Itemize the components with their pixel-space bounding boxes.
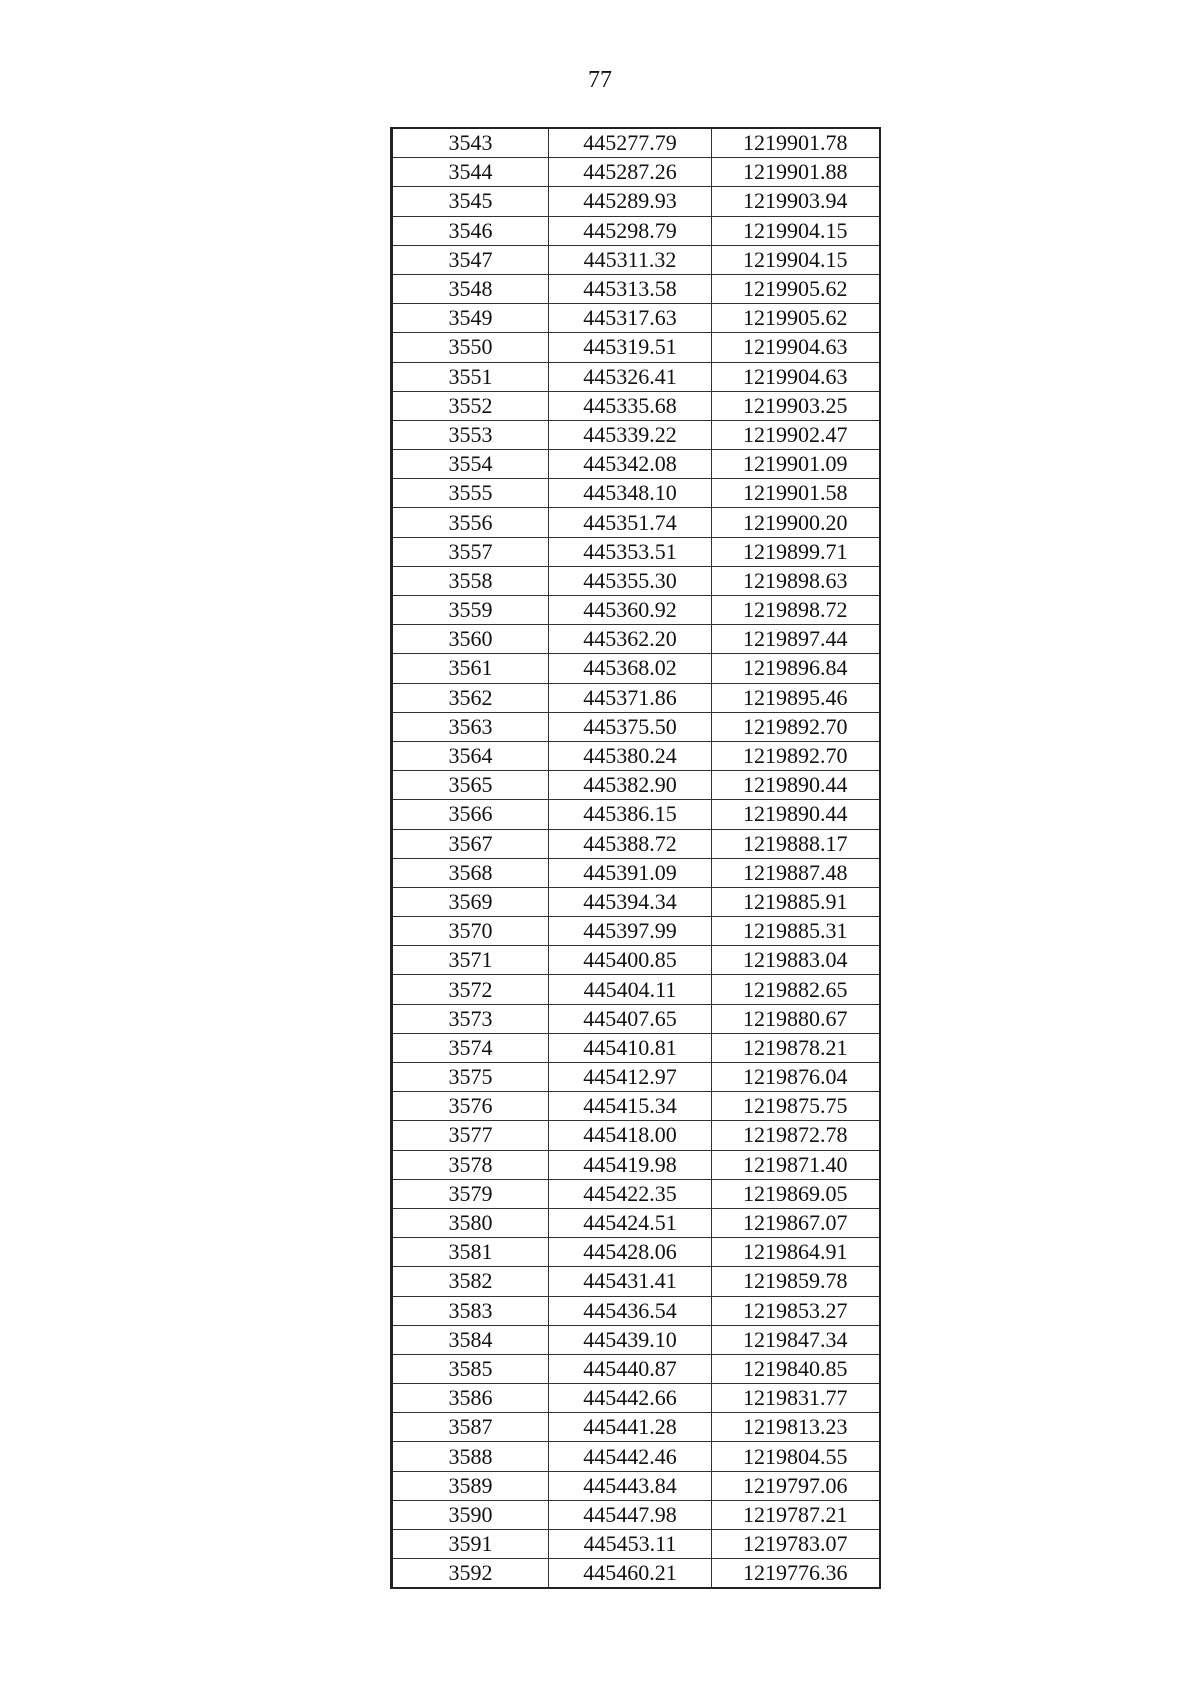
- x-coordinate-cell: 445287.26: [549, 158, 712, 187]
- table-row: [392, 187, 880, 216]
- point-number-cell: 3544: [392, 158, 549, 187]
- point-number-cell: 3592: [392, 1559, 549, 1589]
- table-row: [392, 800, 880, 829]
- point-number-cell: 3575: [392, 1063, 549, 1092]
- point-number-cell: 3560: [392, 625, 549, 654]
- table-row: [392, 1238, 880, 1267]
- x-coordinate-cell: 445428.06: [549, 1238, 712, 1267]
- table-row: [392, 1267, 880, 1296]
- x-coordinate-cell: 445391.09: [549, 858, 712, 887]
- x-coordinate-cell: 445440.87: [549, 1354, 712, 1383]
- table-row: [392, 1150, 880, 1179]
- y-coordinate-cell: 1219853.27: [712, 1296, 880, 1325]
- table-row: [392, 654, 880, 683]
- point-number-cell: 3589: [392, 1471, 549, 1500]
- x-coordinate-cell: 445319.51: [549, 333, 712, 362]
- point-number-cell: 3580: [392, 1208, 549, 1237]
- coordinates-table: [390, 127, 881, 1589]
- y-coordinate-cell: 1219904.15: [712, 245, 880, 274]
- y-coordinate-cell: 1219875.75: [712, 1092, 880, 1121]
- x-coordinate-cell: 445289.93: [549, 187, 712, 216]
- table-row: [392, 1325, 880, 1354]
- y-coordinate-cell: 1219904.63: [712, 362, 880, 391]
- point-number-cell: 3579: [392, 1179, 549, 1208]
- x-coordinate-cell: 445453.11: [549, 1530, 712, 1559]
- table-row: [392, 712, 880, 741]
- y-coordinate-cell: 1219813.23: [712, 1413, 880, 1442]
- y-coordinate-cell: 1219899.71: [712, 537, 880, 566]
- point-number-cell: 3547: [392, 245, 549, 274]
- x-coordinate-cell: 445394.34: [549, 887, 712, 916]
- point-number-cell: 3567: [392, 829, 549, 858]
- point-number-cell: 3582: [392, 1267, 549, 1296]
- y-coordinate-cell: 1219901.58: [712, 479, 880, 508]
- point-number-cell: 3571: [392, 946, 549, 975]
- table-row: [392, 1208, 880, 1237]
- x-coordinate-cell: 445410.81: [549, 1033, 712, 1062]
- x-coordinate-cell: 445313.58: [549, 274, 712, 303]
- point-number-cell: 3583: [392, 1296, 549, 1325]
- y-coordinate-cell: 1219797.06: [712, 1471, 880, 1500]
- x-coordinate-cell: 445388.72: [549, 829, 712, 858]
- y-coordinate-cell: 1219890.44: [712, 800, 880, 829]
- table-row: [392, 450, 880, 479]
- point-number-cell: 3565: [392, 771, 549, 800]
- x-coordinate-cell: 445380.24: [549, 741, 712, 770]
- table-row: [392, 1559, 880, 1589]
- y-coordinate-cell: 1219896.84: [712, 654, 880, 683]
- y-coordinate-cell: 1219783.07: [712, 1530, 880, 1559]
- x-coordinate-cell: 445424.51: [549, 1208, 712, 1237]
- table-row: [392, 858, 880, 887]
- table-row: [392, 887, 880, 916]
- table-row: [392, 245, 880, 274]
- point-number-cell: 3577: [392, 1121, 549, 1150]
- point-number-cell: 3570: [392, 917, 549, 946]
- table-row: [392, 1442, 880, 1471]
- y-coordinate-cell: 1219904.15: [712, 216, 880, 245]
- table-row: [392, 829, 880, 858]
- y-coordinate-cell: 1219869.05: [712, 1179, 880, 1208]
- table-row: [392, 508, 880, 537]
- table-row: [392, 274, 880, 303]
- table-row: [392, 1004, 880, 1033]
- x-coordinate-cell: 445382.90: [549, 771, 712, 800]
- x-coordinate-cell: 445404.11: [549, 975, 712, 1004]
- x-coordinate-cell: 445418.00: [549, 1121, 712, 1150]
- y-coordinate-cell: 1219897.44: [712, 625, 880, 654]
- y-coordinate-cell: 1219885.31: [712, 917, 880, 946]
- y-coordinate-cell: 1219888.17: [712, 829, 880, 858]
- y-coordinate-cell: 1219902.47: [712, 420, 880, 449]
- point-number-cell: 3558: [392, 566, 549, 595]
- x-coordinate-cell: 445355.30: [549, 566, 712, 595]
- point-number-cell: 3554: [392, 450, 549, 479]
- y-coordinate-cell: 1219859.78: [712, 1267, 880, 1296]
- y-coordinate-cell: 1219864.91: [712, 1238, 880, 1267]
- x-coordinate-cell: 445443.84: [549, 1471, 712, 1500]
- table-row: [392, 683, 880, 712]
- x-coordinate-cell: 445298.79: [549, 216, 712, 245]
- point-number-cell: 3569: [392, 887, 549, 916]
- table-row: [392, 917, 880, 946]
- table-row: [392, 1500, 880, 1529]
- point-number-cell: 3587: [392, 1413, 549, 1442]
- point-number-cell: 3551: [392, 362, 549, 391]
- point-number-cell: 3578: [392, 1150, 549, 1179]
- y-coordinate-cell: 1219895.46: [712, 683, 880, 712]
- table-row: [392, 946, 880, 975]
- x-coordinate-cell: 445326.41: [549, 362, 712, 391]
- x-coordinate-cell: 445460.21: [549, 1559, 712, 1589]
- y-coordinate-cell: 1219882.65: [712, 975, 880, 1004]
- point-number-cell: 3545: [392, 187, 549, 216]
- point-number-cell: 3550: [392, 333, 549, 362]
- table-row: [392, 128, 880, 158]
- y-coordinate-cell: 1219901.78: [712, 128, 880, 158]
- y-coordinate-cell: 1219898.72: [712, 596, 880, 625]
- y-coordinate-cell: 1219776.36: [712, 1559, 880, 1589]
- x-coordinate-cell: 445342.08: [549, 450, 712, 479]
- table-row: [392, 479, 880, 508]
- y-coordinate-cell: 1219840.85: [712, 1354, 880, 1383]
- x-coordinate-cell: 445362.20: [549, 625, 712, 654]
- y-coordinate-cell: 1219901.09: [712, 450, 880, 479]
- coordinates-table-container: [390, 127, 878, 1589]
- x-coordinate-cell: 445375.50: [549, 712, 712, 741]
- y-coordinate-cell: 1219871.40: [712, 1150, 880, 1179]
- table-row: [392, 741, 880, 770]
- point-number-cell: 3573: [392, 1004, 549, 1033]
- y-coordinate-cell: 1219905.62: [712, 304, 880, 333]
- y-coordinate-cell: 1219905.62: [712, 274, 880, 303]
- x-coordinate-cell: 445422.35: [549, 1179, 712, 1208]
- table-row: [392, 1121, 880, 1150]
- y-coordinate-cell: 1219890.44: [712, 771, 880, 800]
- point-number-cell: 3586: [392, 1384, 549, 1413]
- point-number-cell: 3572: [392, 975, 549, 1004]
- x-coordinate-cell: 445441.28: [549, 1413, 712, 1442]
- x-coordinate-cell: 445368.02: [549, 654, 712, 683]
- y-coordinate-cell: 1219887.48: [712, 858, 880, 887]
- point-number-cell: 3552: [392, 391, 549, 420]
- y-coordinate-cell: 1219904.63: [712, 333, 880, 362]
- point-number-cell: 3559: [392, 596, 549, 625]
- y-coordinate-cell: 1219867.07: [712, 1208, 880, 1237]
- point-number-cell: 3549: [392, 304, 549, 333]
- table-row: [392, 391, 880, 420]
- x-coordinate-cell: 445447.98: [549, 1500, 712, 1529]
- y-coordinate-cell: 1219847.34: [712, 1325, 880, 1354]
- y-coordinate-cell: 1219901.88: [712, 158, 880, 187]
- x-coordinate-cell: 445353.51: [549, 537, 712, 566]
- x-coordinate-cell: 445351.74: [549, 508, 712, 537]
- point-number-cell: 3561: [392, 654, 549, 683]
- table-row: [392, 625, 880, 654]
- point-number-cell: 3555: [392, 479, 549, 508]
- table-row: [392, 537, 880, 566]
- table-row: [392, 1092, 880, 1121]
- table-row: [392, 1179, 880, 1208]
- y-coordinate-cell: 1219787.21: [712, 1500, 880, 1529]
- point-number-cell: 3562: [392, 683, 549, 712]
- table-row: [392, 975, 880, 1004]
- x-coordinate-cell: 445419.98: [549, 1150, 712, 1179]
- x-coordinate-cell: 445371.86: [549, 683, 712, 712]
- y-coordinate-cell: 1219903.94: [712, 187, 880, 216]
- point-number-cell: 3548: [392, 274, 549, 303]
- y-coordinate-cell: 1219892.70: [712, 741, 880, 770]
- point-number-cell: 3584: [392, 1325, 549, 1354]
- point-number-cell: 3591: [392, 1530, 549, 1559]
- page-number: 77: [588, 67, 612, 93]
- table-row: [392, 566, 880, 595]
- x-coordinate-cell: 445439.10: [549, 1325, 712, 1354]
- y-coordinate-cell: 1219898.63: [712, 566, 880, 595]
- x-coordinate-cell: 445397.99: [549, 917, 712, 946]
- y-coordinate-cell: 1219883.04: [712, 946, 880, 975]
- y-coordinate-cell: 1219876.04: [712, 1063, 880, 1092]
- y-coordinate-cell: 1219892.70: [712, 712, 880, 741]
- table-row: [392, 1296, 880, 1325]
- x-coordinate-cell: 445442.46: [549, 1442, 712, 1471]
- x-coordinate-cell: 445415.34: [549, 1092, 712, 1121]
- point-number-cell: 3574: [392, 1033, 549, 1062]
- y-coordinate-cell: 1219900.20: [712, 508, 880, 537]
- x-coordinate-cell: 445436.54: [549, 1296, 712, 1325]
- x-coordinate-cell: 445431.41: [549, 1267, 712, 1296]
- table-row: [392, 1354, 880, 1383]
- y-coordinate-cell: 1219872.78: [712, 1121, 880, 1150]
- x-coordinate-cell: 445317.63: [549, 304, 712, 333]
- point-number-cell: 3576: [392, 1092, 549, 1121]
- point-number-cell: 3564: [392, 741, 549, 770]
- x-coordinate-cell: 445339.22: [549, 420, 712, 449]
- x-coordinate-cell: 445400.85: [549, 946, 712, 975]
- point-number-cell: 3546: [392, 216, 549, 245]
- y-coordinate-cell: 1219878.21: [712, 1033, 880, 1062]
- x-coordinate-cell: 445386.15: [549, 800, 712, 829]
- y-coordinate-cell: 1219804.55: [712, 1442, 880, 1471]
- y-coordinate-cell: 1219831.77: [712, 1384, 880, 1413]
- x-coordinate-cell: 445442.66: [549, 1384, 712, 1413]
- point-number-cell: 3568: [392, 858, 549, 887]
- table-row: [392, 304, 880, 333]
- y-coordinate-cell: 1219903.25: [712, 391, 880, 420]
- y-coordinate-cell: 1219880.67: [712, 1004, 880, 1033]
- x-coordinate-cell: 445348.10: [549, 479, 712, 508]
- table-row: [392, 1384, 880, 1413]
- point-number-cell: 3588: [392, 1442, 549, 1471]
- x-coordinate-cell: 445412.97: [549, 1063, 712, 1092]
- table-row: [392, 158, 880, 187]
- table-row: [392, 216, 880, 245]
- y-coordinate-cell: 1219885.91: [712, 887, 880, 916]
- x-coordinate-cell: 445360.92: [549, 596, 712, 625]
- x-coordinate-cell: 445277.79: [549, 128, 712, 158]
- point-number-cell: 3563: [392, 712, 549, 741]
- table-row: [392, 1413, 880, 1442]
- point-number-cell: 3566: [392, 800, 549, 829]
- coordinates-table-body: [392, 128, 880, 1588]
- point-number-cell: 3590: [392, 1500, 549, 1529]
- x-coordinate-cell: 445335.68: [549, 391, 712, 420]
- table-row: [392, 1033, 880, 1062]
- table-row: [392, 771, 880, 800]
- point-number-cell: 3556: [392, 508, 549, 537]
- point-number-cell: 3557: [392, 537, 549, 566]
- x-coordinate-cell: 445407.65: [549, 1004, 712, 1033]
- point-number-cell: 3543: [392, 128, 549, 158]
- point-number-cell: 3553: [392, 420, 549, 449]
- table-row: [392, 1530, 880, 1559]
- point-number-cell: 3581: [392, 1238, 549, 1267]
- table-row: [392, 333, 880, 362]
- table-row: [392, 362, 880, 391]
- table-row: [392, 1063, 880, 1092]
- x-coordinate-cell: 445311.32: [549, 245, 712, 274]
- table-row: [392, 1471, 880, 1500]
- table-row: [392, 596, 880, 625]
- table-row: [392, 420, 880, 449]
- point-number-cell: 3585: [392, 1354, 549, 1383]
